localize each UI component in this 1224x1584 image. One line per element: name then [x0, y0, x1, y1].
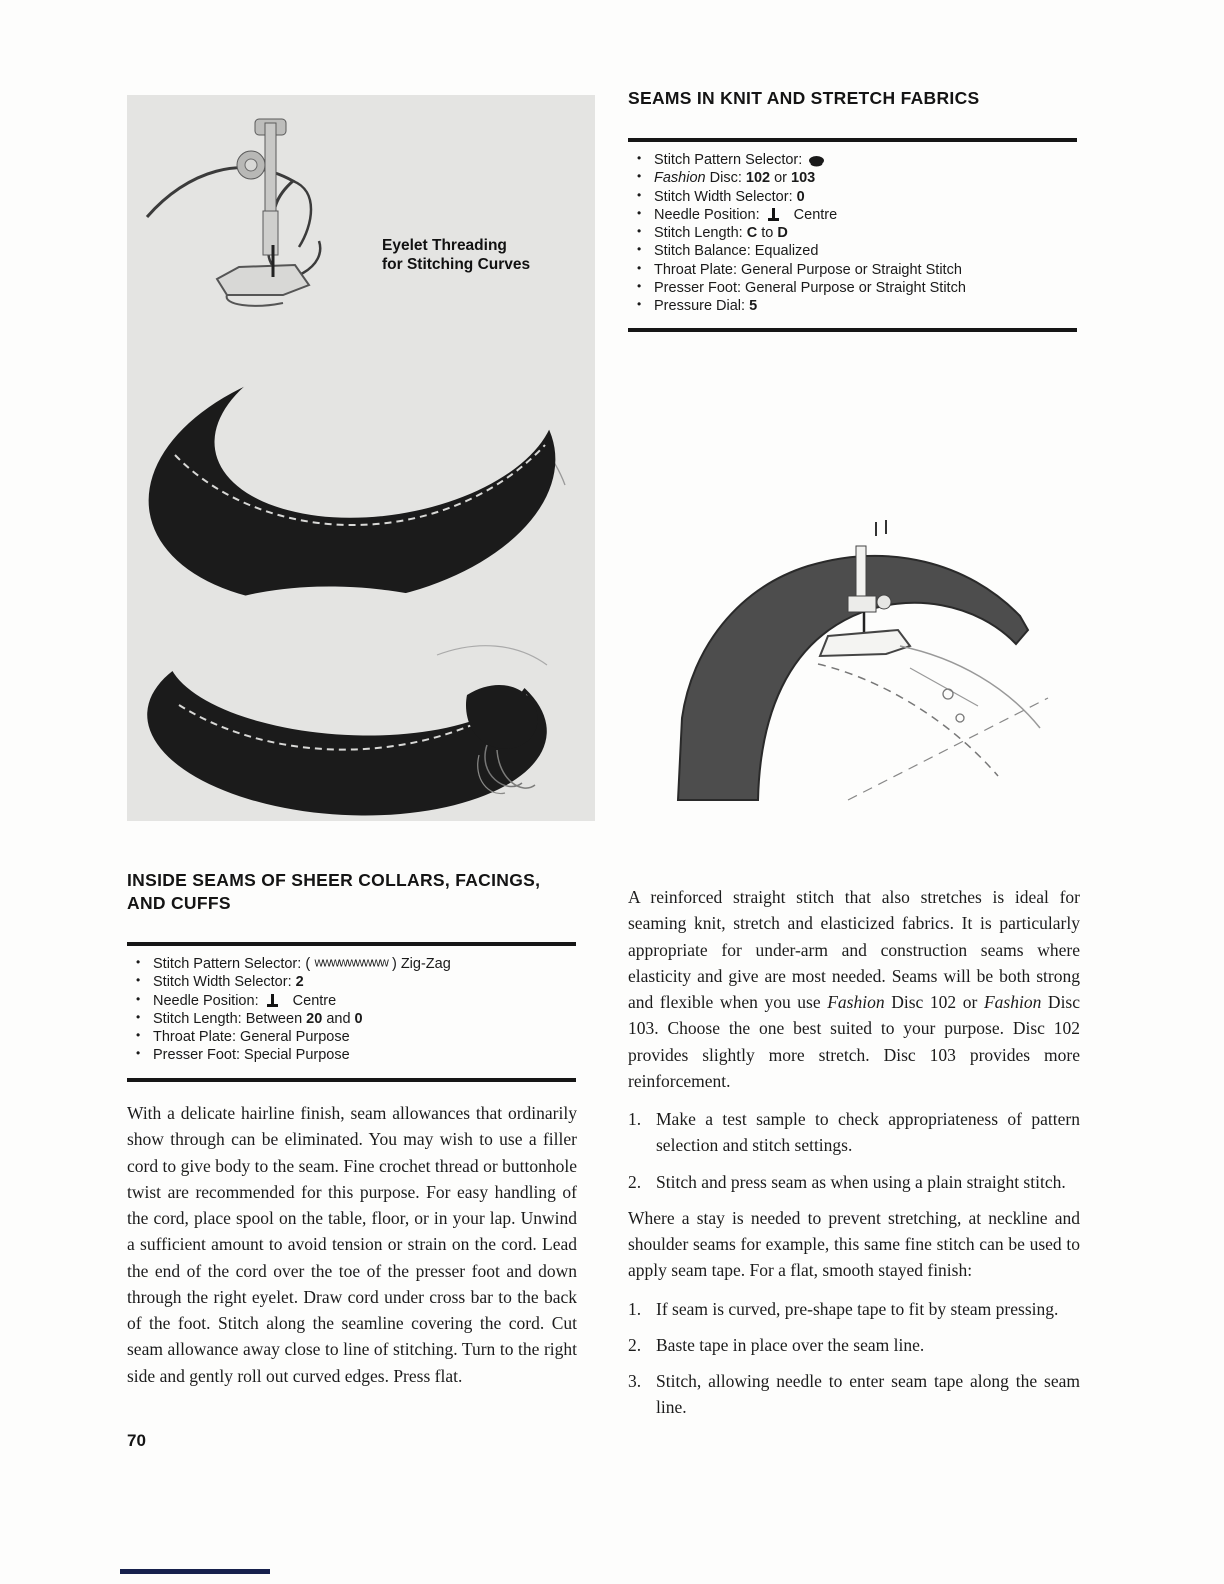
sheer-heading-line-1: INSIDE SEAMS OF SHEER COLLARS, FACINGS,: [127, 870, 541, 890]
text-part: Disc 102 or: [884, 992, 984, 1012]
text-part: 103: [791, 170, 816, 187]
text-part: to: [757, 225, 778, 242]
setting-stitch-pattern: [127, 955, 576, 973]
item-text: If seam is curved, pre-shape tape to fit by steam pressing.: [656, 1298, 1059, 1319]
item-text: Stitch and press seam as when using a plain straight stitch.: [656, 1171, 1066, 1192]
text-part: Fashion: [983, 992, 1042, 1012]
item-number: 1.: [628, 1298, 642, 1319]
text-part: 2: [295, 974, 304, 991]
setting-pressure-dial: [628, 297, 1077, 315]
text-part: C: [746, 225, 758, 242]
knit-body-column: [628, 884, 1080, 1431]
text-part: Throat Plate: General Purpose or Straight Stitch: [654, 261, 962, 278]
item-number: 1.: [628, 1109, 642, 1129]
text-part: Stitch Width Selector:: [153, 974, 296, 991]
needle-position-icon: [768, 208, 779, 221]
text-part: Pressure Dial:: [654, 298, 750, 315]
text-part: Needle Position:: [654, 206, 764, 223]
text-part: 102: [745, 170, 771, 187]
knit-seam-illustration: [648, 518, 1072, 810]
figure-caption: [382, 237, 572, 274]
item-text: Baste tape in place over the seam line.: [656, 1334, 925, 1355]
setting-stitch-length: [628, 224, 1077, 242]
setting-throat-plate: [628, 261, 1077, 279]
item-text: Stitch, allowing needle to enter seam tape along the seam line.: [656, 1371, 1080, 1418]
setting-stitch-balance: [628, 242, 1077, 260]
text-part: Presser Foot: Special Purpose: [153, 1047, 350, 1064]
text-part: Stitch Width Selector:: [654, 188, 797, 205]
text-part: Fashion: [827, 992, 885, 1012]
numbered-item: [628, 1106, 1080, 1159]
sheer-settings-list: [127, 942, 576, 1082]
setting-presser-foot: [628, 279, 1077, 297]
presser-foot-on-fabric-graphic: [648, 518, 1072, 810]
setting-throat-plate: [127, 1028, 576, 1046]
needle-position-icon: [267, 994, 278, 1007]
sewing-illustration-graphic: [127, 95, 595, 821]
setting-stitch-length: [127, 1010, 576, 1028]
text-part: Throat Plate: General Purpose: [153, 1029, 350, 1046]
setting-fashion-disc: [628, 169, 1077, 187]
text-part: Stitch Pattern Selector: (: [153, 956, 315, 972]
text-part: Needle Position:: [153, 992, 263, 1009]
page-number: 70: [127, 1431, 146, 1450]
section-heading-knit: SEAMS IN KNIT AND STRETCH FABRICS: [628, 88, 980, 108]
knit-body-paragraph-2: Where a stay is needed to prevent stretching, at neckline and shoulder seams for example, this same fine stitch can be used to apply seam tape. For a flat, smooth stayed finish:: [628, 1207, 1080, 1281]
item-number: 2.: [628, 1171, 642, 1192]
text-part: 5: [749, 298, 758, 315]
text-part: Stitch Length: Between: [153, 1010, 307, 1027]
text-part: Fashion: [654, 170, 706, 187]
zigzag-pattern-icon: WWWWWWWWW: [314, 958, 388, 970]
setting-stitch-width: [628, 188, 1077, 206]
footer-mark: [120, 1569, 270, 1574]
text-part: or: [770, 170, 792, 187]
item-number: 3.: [628, 1371, 642, 1391]
numbered-item: [628, 1368, 1080, 1421]
text-part: A reinforced straight stitch that also stretches is ideal for seaming knit, stretch and elasticized fabrics. It is particularly appropriate for under-arm and construction seams where elasticity and give are most needed. Seams will be both strong and flexible when you use: [628, 887, 1080, 1012]
setting-stitch-width: [127, 973, 576, 991]
numbered-item: [628, 1169, 1080, 1195]
section-heading-sheer: [127, 869, 589, 915]
text-part: Stitch Balance: Equalized: [654, 243, 819, 260]
caption-line-2: for Stitching Curves: [382, 255, 531, 273]
setting-needle-position: [628, 206, 1077, 224]
knit-body-paragraph-1: [628, 884, 1080, 1094]
text-part: Stitch Pattern Selector:: [654, 152, 807, 168]
fashion-disc-icon: [809, 156, 824, 165]
text-part: 20: [306, 1010, 323, 1027]
text-part: Presser Foot: General Purpose or Straight Stitch: [654, 279, 966, 296]
numbered-item: [628, 1296, 1080, 1322]
text-part: 0: [354, 1010, 363, 1027]
text-part: and: [322, 1010, 355, 1027]
text-part: Centre: [288, 992, 337, 1009]
setting-needle-position: [127, 992, 576, 1010]
numbered-item: [628, 1332, 1080, 1358]
knit-settings-list: [628, 138, 1077, 332]
item-number: 2.: [628, 1334, 642, 1355]
sheer-body-paragraph: With a delicate hairline finish, seam allowances that ordinarily show through can be eliminated. You may wish to use a filler cord to give body to the seam. Fine crochet thread or buttonhole twist are recommended for this purpose. For easy handling of the cord, place spool on the table, floor, or in your lap. Unwind a sufficient amount to avoid tension or strain on the cord. Lead the end of the cord over the toe of the presser foot and down through the right eyelet. Draw cord under cross bar to the back of the foot. Stitch along the seamline covering the cord. Cut seam allowance away close to line of stitching. Turn to the right side and gently roll out curved edges. Press flat.: [127, 1103, 577, 1386]
item-text: Make a test sample to check appropriateness of pattern selection and stitch settings.: [656, 1109, 1080, 1156]
setting-presser-foot: [127, 1046, 576, 1064]
eyelet-threading-illustration: [127, 95, 595, 821]
text-part: Disc 103. Choose the one best suited to your purpose. Disc 102 provides slightly more stretch. Disc 103 provides more reinforcement.: [628, 992, 1081, 1091]
text-part: Centre: [789, 206, 838, 223]
sheer-heading-line-2: AND CUFFS: [127, 893, 231, 914]
text-part: 0: [796, 188, 805, 205]
text-part: D: [777, 225, 788, 242]
text-part: ) Zig-Zag: [387, 956, 451, 972]
caption-line-1: Eyelet Threading: [382, 237, 507, 254]
text-part: Disc:: [705, 170, 746, 187]
setting-stitch-pattern: [628, 151, 1077, 169]
text-part: Stitch Length:: [654, 225, 747, 242]
